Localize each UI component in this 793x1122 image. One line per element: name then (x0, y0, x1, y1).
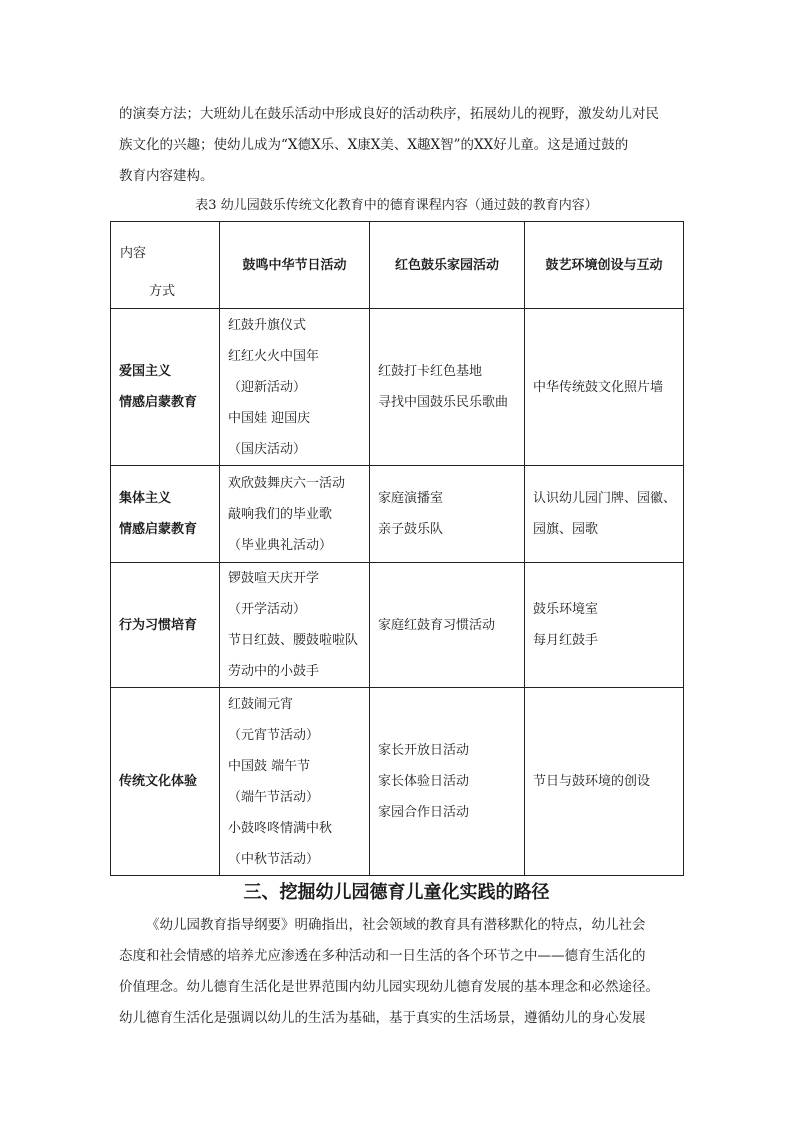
cell-line: 小鼓咚咚情满中秋 (228, 820, 333, 836)
row-header-line: 情感启蒙教育 (119, 522, 198, 537)
cell-line: （国庆活动） (228, 441, 307, 457)
cell-line: 节日与鼓环境的创设 (533, 774, 651, 789)
cell-line: 鼓乐环境室 (533, 602, 599, 617)
row-header-line: 集体主义 (119, 491, 172, 506)
table-cell (220, 466, 370, 563)
cell-line: 家庭红鼓育习惯活动 (378, 617, 496, 633)
cell-line: 每月红鼓手 (533, 633, 599, 648)
column-header: 鼓鸣中华节日活动 (220, 222, 370, 309)
row-header-cell (111, 309, 220, 466)
column-header: 鼓艺环境创设与互动 (525, 222, 684, 309)
cell-line: 敲响我们的毕业歌 (228, 506, 333, 522)
table-cell (370, 466, 525, 563)
cell-line: （元宵节活动） (228, 727, 320, 743)
cell-line: （迎新活动） (228, 379, 307, 395)
table-cell (220, 563, 370, 688)
body-line: 《幼儿园教育指导纲要》明确指出，社会领域的教育具有潜移默化的特点，幼儿社会 (146, 917, 646, 933)
cell-line: 家园合作日活动 (378, 805, 470, 820)
table-cell (370, 563, 525, 688)
cell-line: 中华传统鼓文化照片墙 (533, 379, 664, 395)
row-header-line: 情感启蒙教育 (119, 395, 198, 410)
cell-line: （中秋节活动） (228, 851, 320, 867)
cell-line: 红鼓升旗仪式 (228, 317, 307, 333)
row-header-cell (111, 563, 220, 688)
cell-line: 亲子鼓乐队 (378, 522, 444, 537)
cell-line: 家庭演播室 (378, 491, 444, 506)
row-header-line: 行为习惯培育 (119, 617, 198, 633)
cell-line: 劳动中的小鼓手 (228, 664, 320, 679)
intro-line: 教育内容建构。 (119, 168, 214, 184)
table-cell (370, 309, 525, 466)
cell-line: 欢欣鼓舞庆六一活动 (228, 475, 346, 491)
table-caption: 表3 幼儿园鼓乐传统文化教育中的德育课程内容（通过鼓的教育内容） (195, 198, 598, 213)
table-cell (220, 309, 370, 466)
cell-line: 红鼓闹元宵 (228, 696, 294, 712)
row-header-cell (111, 688, 220, 876)
cell-line: 认识幼儿园门牌、园徽、 (533, 491, 677, 506)
column-header: 红色鼓乐家园活动 (370, 222, 525, 309)
table-cell (525, 466, 684, 563)
section-heading: 三、挖掘幼儿园德育儿童化实践的路径 (243, 882, 550, 903)
cell-line: 寻找中国鼓乐民乐歌曲 (378, 395, 509, 410)
cell-line: 中国娃 迎国庆 (228, 410, 311, 426)
intro-paragraph (119, 99, 679, 192)
intro-line: 族文化的兴趣；使幼儿成为“X德X乐、X康X美、X趣X智”的XX好儿童。这是通过鼓的 (119, 137, 629, 153)
cell-line: （开学活动） (228, 602, 307, 617)
table-header-row (111, 222, 684, 309)
cell-line: 园旗、园歌 (533, 522, 599, 537)
cell-line: 家长开放日活动 (378, 743, 470, 758)
cell-line: 红鼓打卡红色基地 (378, 364, 483, 379)
corner-label-method: 方式 (149, 284, 176, 299)
intro-line: 的演奏方法；大班幼儿在鼓乐活动中形成良好的活动秩序，拓展幼儿的视野，激发幼儿对民 (119, 106, 659, 122)
corner-label-content: 内容 (120, 246, 147, 261)
row-header-line: 传统文化体验 (119, 774, 198, 789)
row-header-cell (111, 466, 220, 563)
cell-line: 家长体验日活动 (378, 774, 470, 789)
table-cell (525, 688, 684, 876)
row-header-line: 爱国主义 (119, 364, 172, 379)
corner-header-cell (111, 222, 220, 309)
table-cell (525, 563, 684, 688)
table-cell (525, 309, 684, 466)
cell-line: 锣鼓喧天庆开学 (228, 571, 320, 586)
body-paragraph (119, 910, 679, 1034)
table-row (111, 466, 684, 563)
cell-line: 节日红鼓、腰鼓啦啦队 (228, 633, 359, 648)
table-row (111, 688, 684, 876)
cell-line: 红红火火中国年 (228, 348, 320, 364)
body-line: 态度和社会情感的培养尤应渗透在多种活动和一日生活的各个环节之中——德育生活化的 (119, 948, 646, 964)
cell-line: （毕业典礼活动） (228, 537, 333, 553)
cell-line: 中国鼓 端午节 (228, 758, 311, 774)
body-line: 价值理念。幼儿德育生活化是世界范围内幼儿园实现幼儿德育发展的基本理念和必然途径。 (119, 979, 659, 995)
curriculum-table (110, 221, 684, 876)
table-cell (370, 688, 525, 876)
cell-line: （端午节活动） (228, 789, 320, 805)
table-row (111, 563, 684, 688)
table-row (111, 309, 684, 466)
body-line: 幼儿德育生活化是强调以幼儿的生活为基础，基于真实的生活场景，遵循幼儿的身心发展 (119, 1010, 646, 1026)
table-cell (220, 688, 370, 876)
